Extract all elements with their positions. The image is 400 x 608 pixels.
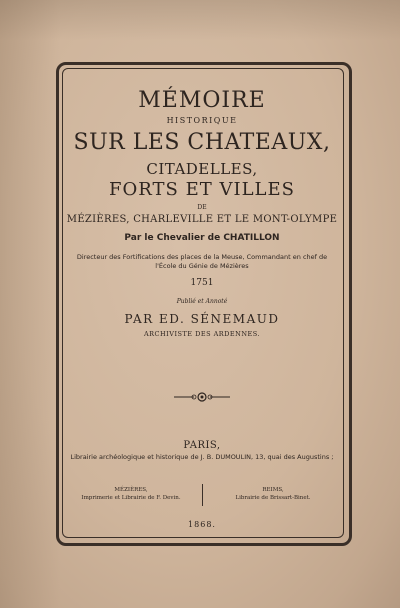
imprint-left: [66, 486, 196, 502]
title-page: [66, 72, 338, 532]
paper-stain: [0, 0, 400, 40]
publisher: Librairie archéologique et historique de J. B. DUMOULIN, 13, quai des Augustins ;: [70, 453, 334, 461]
title-word: MÉMOIRE: [138, 88, 266, 113]
imprint-right-shop: Librairie de Brissart-Binet.: [235, 495, 311, 501]
imprint-right-city: REIMS,: [262, 487, 284, 493]
publisher-city: PARIS,: [183, 440, 221, 451]
title-places: MÉZIÈRES, CHARLEVILLE ET LE MONT-OLYMPE: [66, 214, 338, 225]
imprint-block: [66, 486, 338, 508]
paper-stain: [0, 0, 60, 608]
ornament-icon: [172, 390, 232, 404]
subtitle-word: HISTORIQUE: [166, 116, 238, 125]
editor: PAR ED. SÉNEMAUD: [124, 312, 280, 326]
title-line-3: CITADELLES,: [146, 160, 258, 178]
editor-role: ARCHIVISTE DES ARDENNES.: [143, 330, 261, 338]
title-line-2: SUR LES CHATEAUX,: [73, 130, 331, 155]
imprint-left-city: MÉZIÈRES,: [114, 487, 148, 493]
author: Par le Chevalier de CHATILLON: [124, 233, 280, 243]
publication-note: Publié et Annoté: [176, 298, 228, 305]
imprint-left-shop: Imprimerie et Librairie de F. Devin.: [81, 495, 181, 501]
title-line-4: FORTS ET VILLES: [109, 179, 295, 200]
title-connector: DE: [197, 204, 207, 211]
imprint-right: [208, 486, 338, 502]
author-role: Directeur des Fortifications des places de la Meuse, Commandant en chef de l'École du Génie de Mézières: [76, 253, 328, 270]
year: 1751: [190, 278, 214, 288]
imprint-divider: [202, 484, 203, 506]
publication-date: 1868.: [188, 520, 216, 529]
